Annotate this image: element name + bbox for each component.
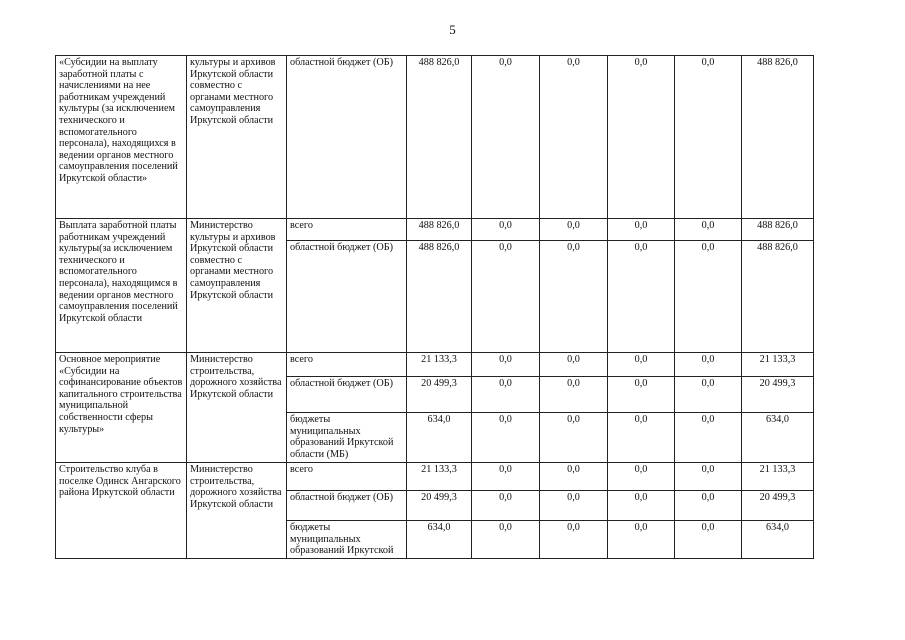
funding-source-cell: бюджеты муниципальных образований Иркутской области (МБ) (287, 413, 407, 463)
funding-source-cell: областной бюджет (ОБ) (287, 241, 407, 353)
value-cell: 0,0 (472, 377, 540, 413)
funding-source-cell: областной бюджет (ОБ) (287, 377, 407, 413)
value-cell: 0,0 (608, 521, 675, 559)
activity-name-cell: Основное мероприятие «Субсидии на софинансирование объектов капитального строительства муниципальной собственности сферы культуры» (56, 353, 187, 463)
executor-cell: Министерство строительства, дорожного хозяйства Иркутской области (187, 353, 287, 463)
value-cell: 21 133,3 (742, 463, 814, 491)
value-cell: 488 826,0 (407, 56, 472, 219)
activity-name-cell: «Субсидии на выплату заработной платы с начислениями на нее работникам учреждений культуры (за исключением технического и вспомогательного персонала), находящихся в ведении органов местного самоуправления поселений Иркутской области» (56, 56, 187, 219)
table-row (56, 463, 814, 491)
value-cell: 0,0 (540, 463, 608, 491)
value-cell: 0,0 (472, 353, 540, 377)
executor-cell: Министерство культуры и архивов Иркутской области совместно с органами местного самоуправления Иркутской области (187, 219, 287, 353)
value-cell: 0,0 (540, 219, 608, 241)
value-cell: 0,0 (608, 56, 675, 219)
value-cell: 0,0 (540, 56, 608, 219)
value-cell: 0,0 (675, 377, 742, 413)
value-cell: 634,0 (407, 413, 472, 463)
activity-name-cell: Выплата заработной платы работникам учреждений культуры(за исключением технического и вспомогательного персонала), находящимся в ведении органов местного самоуправления поселений Иркутской области (56, 219, 187, 353)
value-cell: 0,0 (540, 353, 608, 377)
funding-source-cell: бюджеты муниципальных образований Иркутской (287, 521, 407, 559)
value-cell: 488 826,0 (742, 56, 814, 219)
value-cell: 0,0 (472, 241, 540, 353)
value-cell: 21 133,3 (407, 353, 472, 377)
funding-source-cell: областной бюджет (ОБ) (287, 491, 407, 521)
value-cell: 0,0 (608, 219, 675, 241)
value-cell: 488 826,0 (742, 219, 814, 241)
funding-source-cell: всего (287, 353, 407, 377)
value-cell: 488 826,0 (407, 241, 472, 353)
executor-cell: культуры и архивов Иркутской области совместно с органами местного самоуправления Иркутской области (187, 56, 287, 219)
value-cell: 0,0 (608, 463, 675, 491)
value-cell: 21 133,3 (407, 463, 472, 491)
table-row (56, 219, 814, 241)
value-cell: 20 499,3 (742, 491, 814, 521)
value-cell: 0,0 (608, 353, 675, 377)
value-cell: 0,0 (675, 56, 742, 219)
value-cell: 0,0 (472, 219, 540, 241)
value-cell: 0,0 (675, 521, 742, 559)
value-cell: 0,0 (675, 463, 742, 491)
value-cell: 0,0 (472, 521, 540, 559)
value-cell: 488 826,0 (742, 241, 814, 353)
value-cell: 0,0 (608, 241, 675, 353)
value-cell: 634,0 (742, 413, 814, 463)
value-cell: 0,0 (540, 521, 608, 559)
value-cell: 0,0 (540, 377, 608, 413)
value-cell: 634,0 (742, 521, 814, 559)
funding-source-cell: всего (287, 463, 407, 491)
value-cell: 0,0 (675, 219, 742, 241)
value-cell: 0,0 (540, 491, 608, 521)
funding-source-cell: всего (287, 219, 407, 241)
value-cell: 634,0 (407, 521, 472, 559)
table-row (56, 56, 814, 219)
value-cell: 0,0 (540, 413, 608, 463)
value-cell: 0,0 (608, 377, 675, 413)
value-cell: 20 499,3 (407, 491, 472, 521)
value-cell: 0,0 (540, 241, 608, 353)
executor-cell: Министерство строительства, дорожного хозяйства Иркутской области (187, 463, 287, 559)
table-row (56, 353, 814, 377)
value-cell: 0,0 (472, 413, 540, 463)
budget-table (55, 55, 814, 559)
value-cell: 0,0 (472, 56, 540, 219)
page-number: 5 (449, 22, 456, 37)
value-cell: 20 499,3 (407, 377, 472, 413)
value-cell: 0,0 (472, 463, 540, 491)
value-cell: 0,0 (675, 491, 742, 521)
value-cell: 0,0 (675, 413, 742, 463)
funding-source-cell: областной бюджет (ОБ) (287, 56, 407, 219)
value-cell: 0,0 (608, 491, 675, 521)
value-cell: 0,0 (472, 491, 540, 521)
value-cell: 0,0 (675, 353, 742, 377)
value-cell: 20 499,3 (742, 377, 814, 413)
value-cell: 0,0 (608, 413, 675, 463)
value-cell: 488 826,0 (407, 219, 472, 241)
activity-name-cell: Строительство клуба в поселке Одинск Ангарского района Иркутской области (56, 463, 187, 559)
value-cell: 0,0 (675, 241, 742, 353)
value-cell: 21 133,3 (742, 353, 814, 377)
